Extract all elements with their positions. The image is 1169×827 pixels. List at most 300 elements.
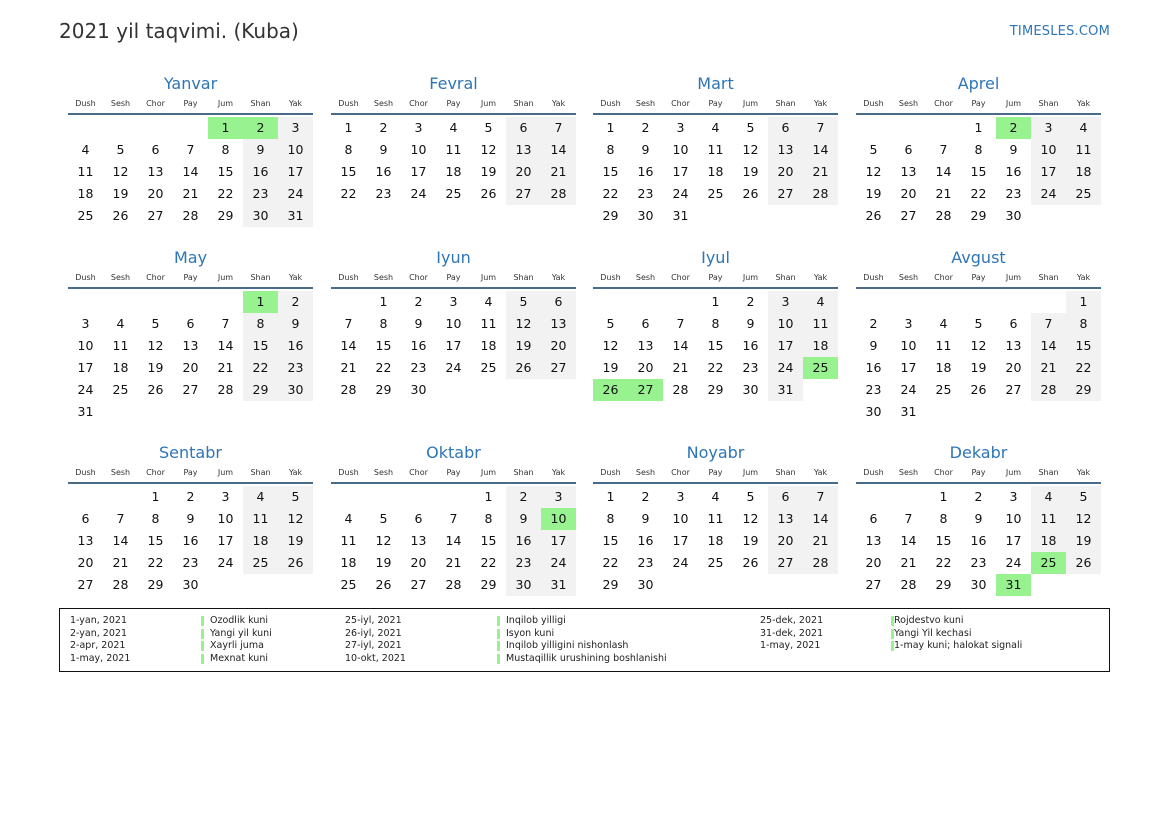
day-cell: 17 (672, 533, 689, 548)
week-row (331, 357, 576, 379)
day-cell: 22 (602, 186, 619, 201)
day-cell: 19 (742, 533, 759, 548)
day-cell: 11 (243, 508, 278, 530)
empty-cell (663, 574, 698, 596)
empty-cell (68, 486, 103, 508)
day-cell: 27 (77, 577, 94, 592)
day-cell: 13 (768, 139, 803, 161)
day-cell: 9 (243, 139, 278, 161)
day-cell: 6 (541, 291, 576, 313)
day-cell: 29 (935, 577, 952, 592)
day-cell: 5 (116, 142, 125, 157)
day-cell: 23 (637, 186, 654, 201)
week-row (856, 117, 1101, 139)
day-cell: 7 (344, 316, 353, 331)
day-cell: 22 (217, 186, 234, 201)
day-cell: 21 (112, 555, 129, 570)
day-cell: 10 (768, 313, 803, 335)
day-cell: 23 (637, 555, 654, 570)
day-cell: 13 (1005, 338, 1022, 353)
week-row (68, 401, 313, 423)
week-row (856, 552, 1101, 574)
day-cell: 3 (414, 120, 423, 135)
day-cell: 10 (217, 511, 234, 526)
day-cell: 17 (672, 164, 689, 179)
day-cell: 30 (278, 379, 313, 401)
day-cell: 28 (803, 183, 838, 205)
day-cell: 28 (112, 577, 129, 592)
week-row (593, 530, 838, 552)
site-link[interactable]: TIMESLES.COM (1009, 24, 1110, 39)
weekday-label: Jum (217, 99, 234, 108)
month-divider (331, 287, 576, 289)
day-cell: 2 (996, 117, 1031, 139)
day-cell: 29 (480, 577, 497, 592)
day-cell: 28 (900, 577, 917, 592)
week-row (331, 530, 576, 552)
day-cell: 26 (970, 382, 987, 397)
day-cell: 12 (278, 508, 313, 530)
day-cell: 13 (900, 164, 917, 179)
day-cell: 7 (904, 511, 913, 526)
weekday-label: Dush (75, 468, 96, 477)
day-cell: 20 (900, 186, 917, 201)
day-cell: 14 (935, 164, 952, 179)
day-cell: 26 (593, 379, 628, 401)
day-cell: 4 (81, 142, 90, 157)
month-yanvar (68, 73, 313, 227)
empty-cell (243, 401, 278, 423)
weekday-label: Yak (813, 468, 828, 477)
weekday-label: Dush (863, 99, 884, 108)
day-cell: 25 (1031, 552, 1066, 574)
month-name: Fevral (429, 74, 478, 93)
empty-cell (208, 401, 243, 423)
weekday-label: Sesh (635, 273, 656, 282)
day-cell: 26 (147, 382, 164, 397)
day-cell: 30 (865, 404, 882, 419)
empty-cell (506, 379, 541, 401)
weekday-label: Shan (775, 99, 796, 108)
week-row (856, 291, 1101, 313)
weekday-label: Pay (183, 99, 198, 108)
day-cell: 3 (768, 291, 803, 313)
day-cell: 14 (1031, 335, 1066, 357)
day-cell: 12 (147, 338, 164, 353)
weekday-label: Yak (813, 99, 828, 108)
week-row (68, 508, 313, 530)
day-cell: 10 (1031, 139, 1066, 161)
day-cell: 3 (676, 489, 685, 504)
empty-cell (436, 486, 471, 508)
month-name: Mart (697, 74, 734, 93)
day-cell: 6 (186, 316, 195, 331)
day-cell: 14 (803, 508, 838, 530)
week-row (593, 139, 838, 161)
day-cell: 7 (186, 142, 195, 157)
week-row (68, 552, 313, 574)
day-cell: 22 (147, 555, 164, 570)
day-cell: 3 (541, 486, 576, 508)
empty-cell (891, 486, 926, 508)
day-cell: 9 (379, 142, 388, 157)
month-aprel (856, 73, 1101, 227)
day-cell: 13 (77, 533, 94, 548)
month-divider (593, 113, 838, 115)
week-row (856, 486, 1101, 508)
day-cell: 7 (116, 511, 125, 526)
day-cell: 23 (1005, 186, 1022, 201)
empty-cell (103, 401, 138, 423)
week-row (331, 161, 576, 183)
day-cell: 18 (1031, 530, 1066, 552)
day-cell: 30 (410, 382, 427, 397)
week-row (68, 205, 313, 227)
weekday-label: Yak (551, 468, 566, 477)
empty-cell (803, 574, 838, 596)
week-row (593, 161, 838, 183)
week-row (856, 530, 1101, 552)
day-cell: 26 (375, 577, 392, 592)
week-row (593, 508, 838, 530)
holiday-date: 31-dek, 2021 (760, 627, 824, 639)
empty-cell (926, 117, 961, 139)
holiday-marker (201, 629, 204, 639)
day-cell: 1 (208, 117, 243, 139)
day-cell: 14 (112, 533, 129, 548)
week-row (856, 357, 1101, 379)
day-cell: 15 (375, 338, 392, 353)
holiday-date: 2-yan, 2021 (70, 627, 127, 639)
empty-cell (803, 379, 838, 401)
weekday-label: Jum (217, 468, 234, 477)
day-cell: 25 (707, 555, 724, 570)
empty-cell (436, 379, 471, 401)
week-row (593, 574, 838, 596)
day-cell: 15 (480, 533, 497, 548)
day-cell: 10 (410, 142, 427, 157)
day-cell: 16 (506, 530, 541, 552)
day-cell: 24 (672, 186, 689, 201)
day-cell: 3 (278, 117, 313, 139)
week-row (856, 379, 1101, 401)
day-cell: 16 (742, 338, 759, 353)
month-may (68, 247, 313, 423)
empty-cell (331, 486, 366, 508)
weekday-label: Pay (971, 273, 986, 282)
holiday-date: 26-iyl, 2021 (345, 627, 402, 639)
day-cell: 5 (869, 142, 878, 157)
day-cell: 25 (445, 186, 462, 201)
day-cell: 2 (186, 489, 195, 504)
day-cell: 27 (541, 357, 576, 379)
day-cell: 31 (672, 208, 689, 223)
month-divider (593, 482, 838, 484)
month-name: Iyul (701, 248, 730, 267)
day-cell: 9 (641, 142, 650, 157)
day-cell: 6 (414, 511, 423, 526)
day-cell: 13 (637, 338, 654, 353)
holiday-marker (497, 616, 500, 626)
holiday-marker (497, 641, 500, 651)
weekday-label: Jum (480, 99, 497, 108)
day-cell: 13 (147, 164, 164, 179)
weekday-label: Pay (446, 99, 461, 108)
weekday-label: Jum (217, 273, 234, 282)
day-cell: 25 (112, 382, 129, 397)
day-cell: 13 (865, 533, 882, 548)
day-cell: 29 (602, 577, 619, 592)
day-cell: 24 (541, 552, 576, 574)
day-cell: 28 (935, 208, 952, 223)
day-cell: 11 (803, 313, 838, 335)
day-cell: 15 (935, 533, 952, 548)
day-cell: 28 (182, 208, 199, 223)
day-cell: 9 (506, 508, 541, 530)
week-row (68, 357, 313, 379)
day-cell: 19 (865, 186, 882, 201)
day-cell: 2 (974, 489, 983, 504)
week-row (856, 401, 1101, 423)
weekday-label: Sesh (898, 99, 919, 108)
empty-cell (243, 574, 278, 596)
weekday-label: Chor (146, 273, 165, 282)
empty-cell (856, 117, 891, 139)
weekday-label: Yak (813, 273, 828, 282)
empty-cell (1066, 205, 1101, 227)
day-cell: 4 (116, 316, 125, 331)
day-cell: 6 (904, 142, 913, 157)
week-row (68, 486, 313, 508)
day-cell: 4 (711, 120, 720, 135)
day-cell: 16 (182, 533, 199, 548)
day-cell: 16 (278, 335, 313, 357)
holiday-name: Xayrli juma (210, 640, 264, 651)
weekday-label: Chor (409, 99, 428, 108)
day-cell: 27 (182, 382, 199, 397)
day-cell: 4 (803, 291, 838, 313)
day-cell: 31 (278, 205, 313, 227)
day-cell: 24 (77, 382, 94, 397)
empty-cell (891, 291, 926, 313)
weekday-label: Pay (183, 273, 198, 282)
day-cell: 23 (243, 183, 278, 205)
day-cell: 22 (602, 555, 619, 570)
week-row (331, 574, 576, 596)
week-row (856, 161, 1101, 183)
day-cell: 8 (151, 511, 160, 526)
weekday-label: Chor (671, 468, 690, 477)
holiday-name: Isyon kuni (506, 627, 555, 639)
holiday-legend (59, 608, 1110, 672)
empty-cell (1031, 205, 1066, 227)
day-cell: 29 (707, 382, 724, 397)
month-name: Dekabr (949, 443, 1008, 462)
day-cell: 21 (182, 186, 199, 201)
day-cell: 1 (711, 294, 720, 309)
day-cell: 8 (606, 142, 615, 157)
empty-cell (541, 379, 576, 401)
week-row (856, 139, 1101, 161)
holiday-name: Yangi Yil kechasi (894, 627, 972, 639)
day-cell: 14 (541, 139, 576, 161)
weekday-header (331, 466, 576, 480)
week-row (68, 117, 313, 139)
day-cell: 2 (869, 316, 878, 331)
weekday-label: Dush (600, 468, 621, 477)
day-cell: 13 (768, 508, 803, 530)
day-cell: 29 (243, 379, 278, 401)
weekday-label: Yak (1076, 468, 1091, 477)
month-name: Yanvar (163, 74, 218, 93)
day-cell: 11 (707, 142, 724, 157)
week-row (856, 313, 1101, 335)
weekday-header (331, 271, 576, 285)
day-cell: 12 (970, 338, 987, 353)
day-cell: 31 (77, 404, 94, 419)
week-row (593, 183, 838, 205)
week-row (331, 313, 576, 335)
day-cell: 9 (414, 316, 423, 331)
month-divider (593, 287, 838, 289)
day-cell: 4 (939, 316, 948, 331)
weekday-label: Sesh (898, 468, 919, 477)
day-cell: 9 (278, 313, 313, 335)
day-cell: 2 (414, 294, 423, 309)
day-cell: 19 (742, 164, 759, 179)
weekday-label: Chor (934, 468, 953, 477)
month-divider (331, 482, 576, 484)
day-cell: 12 (112, 164, 129, 179)
day-cell: 24 (1031, 183, 1066, 205)
day-cell: 15 (970, 164, 987, 179)
weekday-label: Sesh (373, 468, 394, 477)
weekday-label: Shan (775, 468, 796, 477)
day-cell: 16 (970, 533, 987, 548)
week-row (593, 552, 838, 574)
empty-cell (103, 117, 138, 139)
day-cell: 20 (1005, 360, 1022, 375)
weekday-label: Dush (863, 273, 884, 282)
month-iyun (331, 247, 576, 401)
week-row (856, 508, 1101, 530)
day-cell: 19 (147, 360, 164, 375)
week-row (331, 139, 576, 161)
month-sentabr (68, 442, 313, 596)
day-cell: 16 (410, 338, 427, 353)
day-cell: 22 (1066, 357, 1101, 379)
weekday-label: Shan (775, 273, 796, 282)
day-cell: 24 (445, 360, 462, 375)
month-divider (856, 482, 1101, 484)
day-cell: 11 (935, 338, 952, 353)
day-cell: 1 (1066, 291, 1101, 313)
day-cell: 29 (147, 577, 164, 592)
day-cell: 17 (900, 360, 917, 375)
day-cell: 15 (707, 338, 724, 353)
empty-cell (663, 291, 698, 313)
day-cell: 15 (147, 533, 164, 548)
empty-cell (803, 205, 838, 227)
empty-cell (733, 574, 768, 596)
empty-cell (961, 291, 996, 313)
holiday-name: 1-may kuni; halokat signali (894, 640, 1023, 651)
day-cell: 13 (410, 533, 427, 548)
day-cell: 10 (900, 338, 917, 353)
day-cell: 16 (865, 360, 882, 375)
day-cell: 26 (506, 357, 541, 379)
weekday-header (593, 97, 838, 111)
day-cell: 27 (147, 208, 164, 223)
week-row (331, 552, 576, 574)
weekday-label: Shan (1038, 273, 1059, 282)
day-cell: 6 (768, 117, 803, 139)
day-cell: 2 (746, 294, 755, 309)
day-cell: 8 (606, 511, 615, 526)
day-cell: 28 (445, 577, 462, 592)
week-row (68, 313, 313, 335)
day-cell: 18 (1066, 161, 1101, 183)
day-cell: 2 (506, 486, 541, 508)
holiday-marker (201, 616, 204, 626)
weekday-label: Jum (742, 99, 759, 108)
day-cell: 25 (340, 577, 357, 592)
empty-cell (891, 117, 926, 139)
day-cell: 19 (970, 360, 987, 375)
day-cell: 30 (506, 574, 541, 596)
weekday-label: Jum (742, 273, 759, 282)
day-cell: 18 (480, 338, 497, 353)
day-cell: 4 (344, 511, 353, 526)
day-cell: 23 (375, 186, 392, 201)
day-cell: 2 (243, 117, 278, 139)
day-cell: 28 (1031, 379, 1066, 401)
day-cell: 12 (742, 511, 759, 526)
day-cell: 19 (112, 186, 129, 201)
empty-cell (401, 486, 436, 508)
holiday-date: 2-apr, 2021 (70, 640, 126, 651)
holiday-marker (201, 654, 204, 664)
day-cell: 8 (1066, 313, 1101, 335)
day-cell: 5 (278, 486, 313, 508)
day-cell: 30 (742, 382, 759, 397)
empty-cell (628, 291, 663, 313)
day-cell: 23 (410, 360, 427, 375)
day-cell: 28 (541, 183, 576, 205)
day-cell: 29 (1066, 379, 1101, 401)
weekday-label: Yak (288, 273, 303, 282)
month-name: Avgust (951, 248, 1006, 267)
day-cell: 11 (340, 533, 357, 548)
month-avgust (856, 247, 1101, 423)
week-row (593, 205, 838, 227)
weekday-label: Shan (250, 273, 271, 282)
day-cell: 8 (221, 142, 230, 157)
day-cell: 30 (243, 205, 278, 227)
day-cell: 26 (278, 552, 313, 574)
day-cell: 29 (970, 208, 987, 223)
weekday-label: Pay (446, 468, 461, 477)
day-cell: 3 (676, 120, 685, 135)
weekday-label: Yak (551, 273, 566, 282)
week-row (856, 574, 1101, 596)
holiday-name: Rojdestvo kuni (894, 615, 964, 626)
day-cell: 22 (480, 555, 497, 570)
day-cell: 7 (449, 511, 458, 526)
weekday-label: Sesh (110, 468, 131, 477)
week-row (331, 508, 576, 530)
day-cell: 24 (672, 555, 689, 570)
